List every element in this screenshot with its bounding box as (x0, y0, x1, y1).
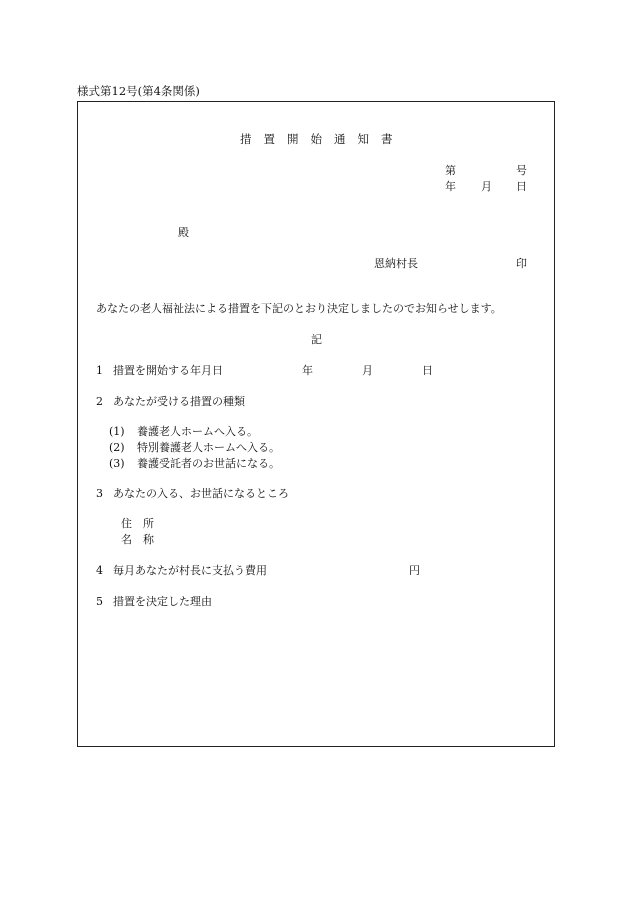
title-char: 措 (240, 132, 252, 146)
item4-label: 毎月あなたが村長に支払う費用 (113, 564, 267, 577)
number-suffix: 号 (516, 164, 527, 177)
date-year: 年 (445, 180, 456, 193)
option-number: (2) (109, 441, 125, 454)
item1-label: 措置を開始する年月日 (113, 364, 223, 377)
ki-heading: 記 (311, 333, 322, 346)
notice-text: あなたの老人福祉法による措置を下記のとおり決定しましたのでお知らせします。 (96, 302, 502, 315)
item1-year: 年 (302, 364, 313, 377)
option-text: 養護受託者のお世話になる。 (137, 457, 280, 470)
item5-label: 措置を決定した理由 (113, 595, 212, 608)
title-char: 書 (381, 132, 393, 146)
title-char: 置 (263, 132, 275, 146)
option-text: 養護老人ホームへ入る。 (137, 425, 258, 438)
form-label: 様式第12号(第4条関係) (77, 84, 200, 98)
date-day: 日 (516, 180, 527, 193)
title-char: 通 (334, 132, 346, 146)
option-text: 特別養護老人ホームへ入る。 (137, 441, 280, 454)
item5-number: 5 (96, 595, 103, 608)
issuer-title: 恩納村長 (374, 257, 418, 270)
item2-label: あなたが受ける措置の種類 (113, 395, 245, 408)
title-char: 知 (357, 132, 369, 146)
title-char: 開 (287, 132, 299, 146)
address-label: 住 所 (121, 517, 154, 530)
number-prefix: 第 (445, 164, 456, 177)
title-char: 始 (310, 132, 322, 146)
item3-label: あなたの入る、お世話になるところ (113, 487, 289, 500)
addressee-suffix: 殿 (178, 226, 189, 239)
item1-month: 月 (362, 364, 373, 377)
document-title (240, 134, 393, 146)
option-number: (3) (109, 457, 125, 470)
item2-number: 2 (96, 395, 103, 408)
item4-unit: 円 (409, 564, 420, 577)
item1-day: 日 (422, 364, 433, 377)
item3-number: 3 (96, 487, 103, 500)
name-label: 名 称 (121, 533, 154, 546)
option-number: (1) (109, 425, 125, 438)
seal-mark: 印 (516, 257, 527, 270)
date-month: 月 (481, 180, 492, 193)
item1-number: 1 (96, 364, 103, 377)
item4-number: 4 (96, 564, 103, 577)
notice-form (77, 101, 555, 747)
